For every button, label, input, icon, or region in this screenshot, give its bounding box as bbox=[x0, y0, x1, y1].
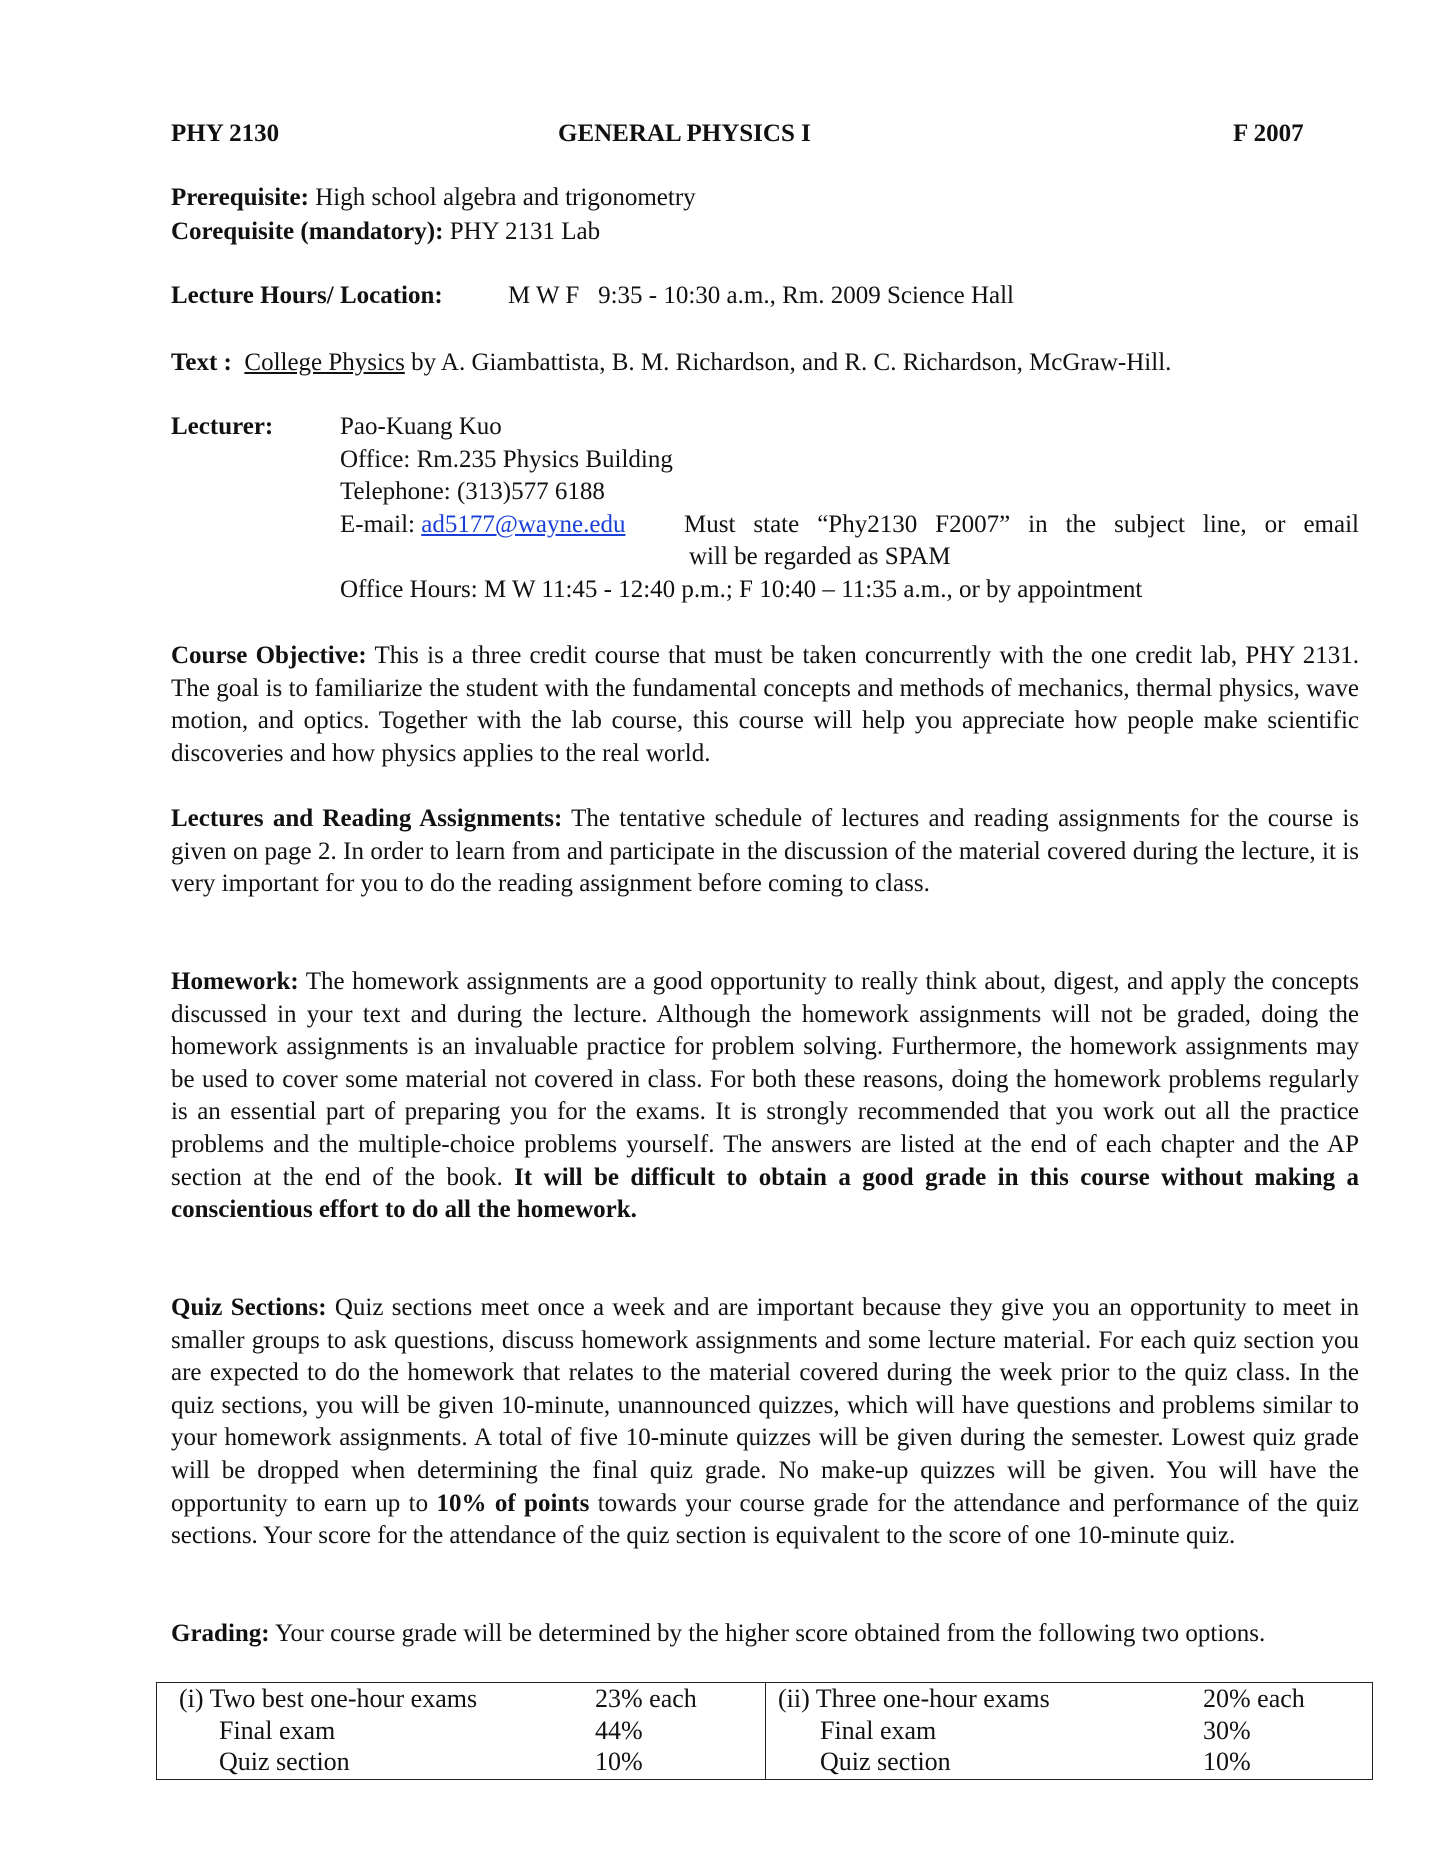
homework-label: Homework: bbox=[171, 968, 299, 995]
homework-body: The homework assignments are a good opportunity to really think about, digest, and apply the concepts discussed in your text and during the lecture. Although the homework assignments will not be graded, doing the homework assignments is an invaluable practice for problem solving. Furthermore, the homework assignments may be used to cover some material not covered in class. For both these reasons, doing the homework problems regularly is an essential part of preparing you for the exams. It is strongly recommended that you work out all the practice problems and the multiple-choice problems yourself. The answers are listed at the end of each chapter and the AP section at the end of the book. bbox=[171, 968, 1359, 1191]
term: F 2007 bbox=[1233, 120, 1304, 147]
option-1-item-3: Quiz section bbox=[219, 1747, 350, 1776]
option-2-item-2: Final exam bbox=[820, 1716, 937, 1745]
corequisite-value: PHY 2131 Lab bbox=[449, 218, 601, 245]
option-1-weight-3: 10% bbox=[595, 1747, 643, 1776]
textbook-authors: by A. Giambattista, B. M. Richardson, and R. C. Richardson, McGraw-Hill. bbox=[411, 349, 1172, 376]
quiz-label: Quiz Sections: bbox=[171, 1294, 327, 1321]
grading-options-table bbox=[156, 1682, 1373, 1780]
lectures-paragraph bbox=[171, 803, 1359, 901]
lectures-label: Lectures and Reading Assignments: bbox=[171, 805, 563, 832]
course-code: PHY 2130 bbox=[171, 120, 280, 147]
quiz-paragraph bbox=[171, 1292, 1359, 1553]
option-1-item-1: (i) Two best one-hour exams bbox=[179, 1684, 478, 1713]
grading-paragraph bbox=[171, 1618, 1359, 1651]
email-link[interactable]: ad5177@wayne.edu bbox=[421, 511, 626, 538]
corequisite-line bbox=[171, 218, 600, 246]
table-divider bbox=[765, 1683, 766, 1779]
prerequisite-label: Prerequisite: bbox=[171, 184, 309, 211]
lecturer-email-line bbox=[340, 511, 625, 539]
course-objective-paragraph bbox=[171, 640, 1359, 770]
email-note-line-2: will be regarded as SPAM bbox=[689, 543, 951, 570]
option-2-weight-3: 10% bbox=[1203, 1747, 1251, 1776]
quiz-emphasis: 10% of points bbox=[436, 1489, 590, 1517]
prerequisite-line bbox=[171, 184, 696, 212]
homework-emphasis: It will be difficult to obtain a good grade in this course without making a conscientious effort to do all the homework. bbox=[171, 1163, 1359, 1224]
lecturer-label: Lecturer: bbox=[171, 413, 274, 440]
text-label: Text : bbox=[171, 349, 232, 376]
option-1-weight-2: 44% bbox=[595, 1716, 643, 1745]
text-line bbox=[171, 349, 1171, 377]
lectures-body: The tentative schedule of lectures and reading assignments for the course is given on page 2. In order to learn from and participate in the discussion of the material covered during the lecture, it is very important for you to do the reading assignment before coming to class. bbox=[171, 805, 1359, 898]
option-1-weight-1: 23% each bbox=[595, 1684, 697, 1713]
email-label: E-mail: bbox=[340, 511, 415, 538]
lecturer-name: Pao-Kuang Kuo bbox=[340, 413, 502, 440]
quiz-body-1: Quiz sections meet once a week and are important because they give you an opportunity to meet in smaller groups to ask questions, discuss homework assignments and some lecture material. For each quiz section you are expected to do the homework that relates to the material covered during the week prior to the quiz class. In the quiz sections, you will be given 10-minute, unannounced quizzes, which will have questions and problems similar to your homework assignments. A total of five 10-minute quizzes will be given during the semester. Lowest quiz grade will be dropped when determining the final quiz grade. No make-up quizzes will be given. You will have the opportunity to earn up to bbox=[171, 1294, 1360, 1517]
lecturer-telephone: Telephone: (313)577 6188 bbox=[340, 478, 605, 505]
lecturer-office: Office: Rm.235 Physics Building bbox=[340, 446, 673, 473]
option-2-weight-2: 30% bbox=[1203, 1716, 1251, 1745]
textbook-title: College Physics bbox=[244, 349, 405, 376]
email-note-line-1: Must state “Phy2130 F2007” in the subject line, or email bbox=[684, 511, 1359, 538]
course-objective-body: This is a three credit course that must be taken concurrently with the one credit lab, PHY 2131. The goal is to familiarize the student with the fundamental concepts and methods of mechanics, thermal physics, wave motion, and optics. Together with the lab course, this course will help you appreciate how people make scientific discoveries and how physics applies to the real world. bbox=[171, 642, 1359, 767]
course-objective-label: Course Objective: bbox=[171, 642, 367, 669]
option-1-item-2: Final exam bbox=[219, 1716, 336, 1745]
homework-paragraph bbox=[171, 966, 1359, 1227]
corequisite-label: Corequisite (mandatory): bbox=[171, 218, 444, 245]
option-2-weight-1: 20% each bbox=[1203, 1684, 1305, 1713]
course-title: GENERAL PHYSICS I bbox=[558, 120, 811, 147]
grading-body: Your course grade will be determined by the higher score obtained from the following two options. bbox=[274, 1620, 1266, 1647]
prerequisite-value: High school algebra and trigonometry bbox=[315, 184, 696, 211]
grading-label: Grading: bbox=[171, 1620, 270, 1647]
office-hours: Office Hours: M W 11:45 - 12:40 p.m.; F 10:40 – 11:35 a.m., or by appointment bbox=[340, 576, 1143, 603]
lecture-hours-label: Lecture Hours/ Location: bbox=[171, 282, 443, 309]
quiz-body-2: towards your course grade for the attendance and performance of the quiz sections. Your score for the attendance of the quiz section is equivalent to the score of one 10-minute quiz. bbox=[171, 1489, 1359, 1550]
lecture-hours-value: M W F 9:35 - 10:30 a.m., Rm. 2009 Science Hall bbox=[508, 282, 1014, 309]
option-2-item-3: Quiz section bbox=[820, 1747, 951, 1776]
option-2-item-1: (ii) Three one-hour exams bbox=[778, 1684, 1050, 1713]
